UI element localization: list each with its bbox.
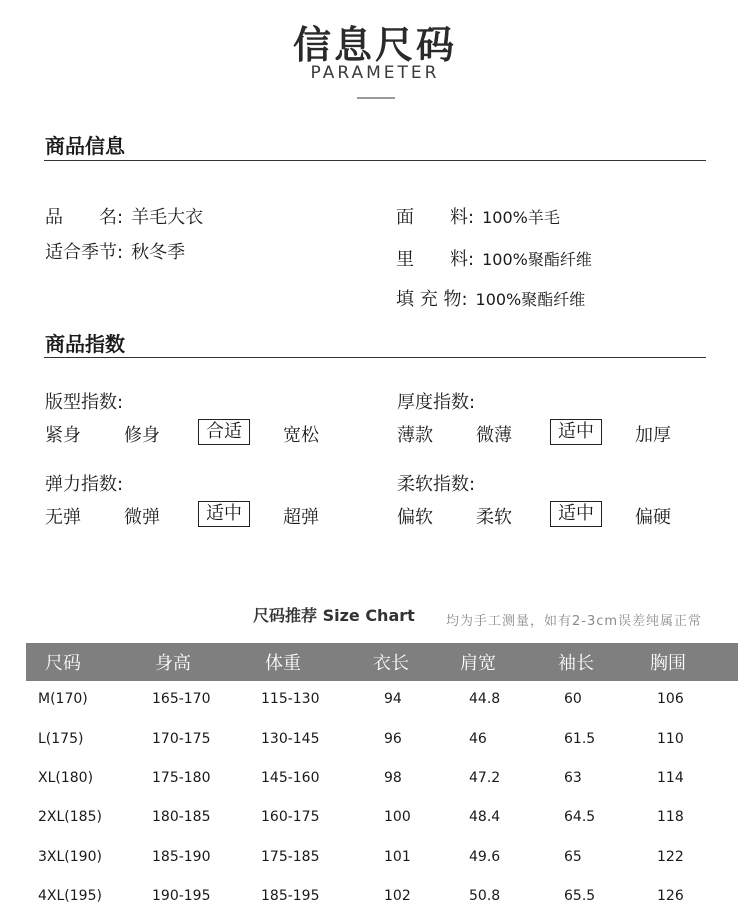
title-divider — [357, 97, 395, 99]
table-cell: L(175) — [38, 731, 84, 747]
table-cell: 110 — [657, 731, 684, 747]
table-cell: 3XL(190) — [38, 849, 102, 865]
info-row-name — [45, 203, 203, 229]
table-cell: 185-195 — [261, 888, 320, 904]
table-cell: 185-190 — [152, 849, 211, 865]
table-cell: 44.8 — [469, 691, 501, 707]
table-cell: 100 — [384, 809, 411, 825]
table-cell: 180-185 — [152, 809, 211, 825]
index-option-selected: 适中 — [550, 501, 602, 527]
page-title: 信息尺码 — [292, 23, 457, 67]
table-cell: 126 — [657, 888, 684, 904]
column-header-chest: 胸围 — [650, 653, 686, 674]
table-cell: 98 — [384, 770, 402, 786]
table-cell: 48.4 — [469, 809, 501, 825]
section-divider — [44, 357, 706, 358]
index-label-elasticity: 弹力指数: — [45, 474, 124, 495]
table-cell: 175-180 — [152, 770, 211, 786]
info-row-lining — [396, 245, 592, 271]
table-cell: 170-175 — [152, 731, 211, 747]
info-row-fabric — [396, 203, 560, 229]
column-header-shoulder: 肩宽 — [460, 653, 496, 674]
index-label-softness: 柔软指数: — [397, 474, 476, 495]
info-value: 秋冬季 — [131, 242, 186, 263]
table-cell: 165-170 — [152, 691, 211, 707]
info-label: 品 名: — [45, 207, 124, 228]
table-cell: 63 — [564, 770, 582, 786]
column-header-weight: 体重 — [265, 653, 301, 674]
table-cell: 61.5 — [564, 731, 596, 747]
column-header-size: 尺码 — [45, 653, 81, 674]
info-value: 100%聚酯纤维 — [475, 290, 586, 309]
table-cell: 118 — [657, 809, 684, 825]
table-cell: 102 — [384, 888, 411, 904]
info-value: 100%聚酯纤维 — [482, 250, 592, 269]
table-cell: 145-160 — [261, 770, 320, 786]
section-title-product-info: 商品信息 — [45, 134, 125, 158]
index-option: 加厚 — [635, 425, 671, 446]
info-value: 100%羊毛 — [482, 208, 560, 227]
table-cell: 65 — [564, 849, 582, 865]
table-cell: M(170) — [38, 691, 88, 707]
index-option: 超弹 — [283, 507, 319, 528]
column-header-height: 身高 — [155, 653, 191, 674]
table-cell: 2XL(185) — [38, 809, 102, 825]
info-label: 填 充 物: — [396, 289, 468, 310]
index-option: 紧身 — [45, 425, 81, 446]
table-cell: 160-175 — [261, 809, 320, 825]
measurement-note: 均为手工测量，如有2-3cm误差纯属正常 — [446, 614, 703, 629]
index-option: 偏软 — [397, 507, 433, 528]
index-option: 无弹 — [45, 507, 81, 528]
table-cell: 50.8 — [469, 888, 501, 904]
section-divider — [44, 160, 706, 161]
column-header-sleeve: 袖长 — [558, 653, 594, 674]
index-option-selected: 适中 — [550, 419, 602, 445]
index-label-fit: 版型指数: — [45, 392, 124, 413]
table-cell: 96 — [384, 731, 402, 747]
table-cell: 47.2 — [469, 770, 501, 786]
index-option-selected: 合适 — [198, 419, 250, 445]
table-cell: 65.5 — [564, 888, 596, 904]
table-cell: 115-130 — [261, 691, 320, 707]
index-option: 偏硬 — [635, 507, 671, 528]
index-option: 微薄 — [476, 425, 512, 446]
info-label: 适合季节: — [45, 242, 124, 263]
table-cell: 106 — [657, 691, 684, 707]
size-chart-title: 尺码推荐 Size Chart — [253, 606, 415, 625]
info-value: 羊毛大衣 — [131, 207, 204, 228]
table-cell: XL(180) — [38, 770, 94, 786]
index-label-thickness: 厚度指数: — [397, 392, 476, 413]
page-subtitle: PARAMETER — [310, 63, 440, 83]
column-header-length: 衣长 — [373, 653, 409, 674]
info-row-season — [45, 238, 185, 264]
table-cell: 101 — [384, 849, 411, 865]
table-cell: 94 — [384, 691, 402, 707]
index-option: 柔软 — [476, 507, 512, 528]
table-cell: 60 — [564, 691, 582, 707]
table-cell: 175-185 — [261, 849, 320, 865]
table-cell: 49.6 — [469, 849, 501, 865]
index-option: 修身 — [124, 425, 160, 446]
table-cell: 190-195 — [152, 888, 211, 904]
table-cell: 46 — [469, 731, 487, 747]
info-label: 里 料: — [396, 249, 475, 270]
table-cell: 4XL(195) — [38, 888, 102, 904]
table-cell: 130-145 — [261, 731, 320, 747]
table-cell: 114 — [657, 770, 684, 786]
info-label: 面 料: — [396, 207, 475, 228]
index-option-selected: 适中 — [198, 501, 250, 527]
index-option: 薄款 — [397, 425, 433, 446]
index-option: 微弹 — [124, 507, 160, 528]
info-row-filling — [396, 285, 585, 311]
table-cell: 64.5 — [564, 809, 596, 825]
section-title-indices: 商品指数 — [45, 332, 125, 356]
table-cell: 122 — [657, 849, 684, 865]
index-option: 宽松 — [283, 425, 319, 446]
